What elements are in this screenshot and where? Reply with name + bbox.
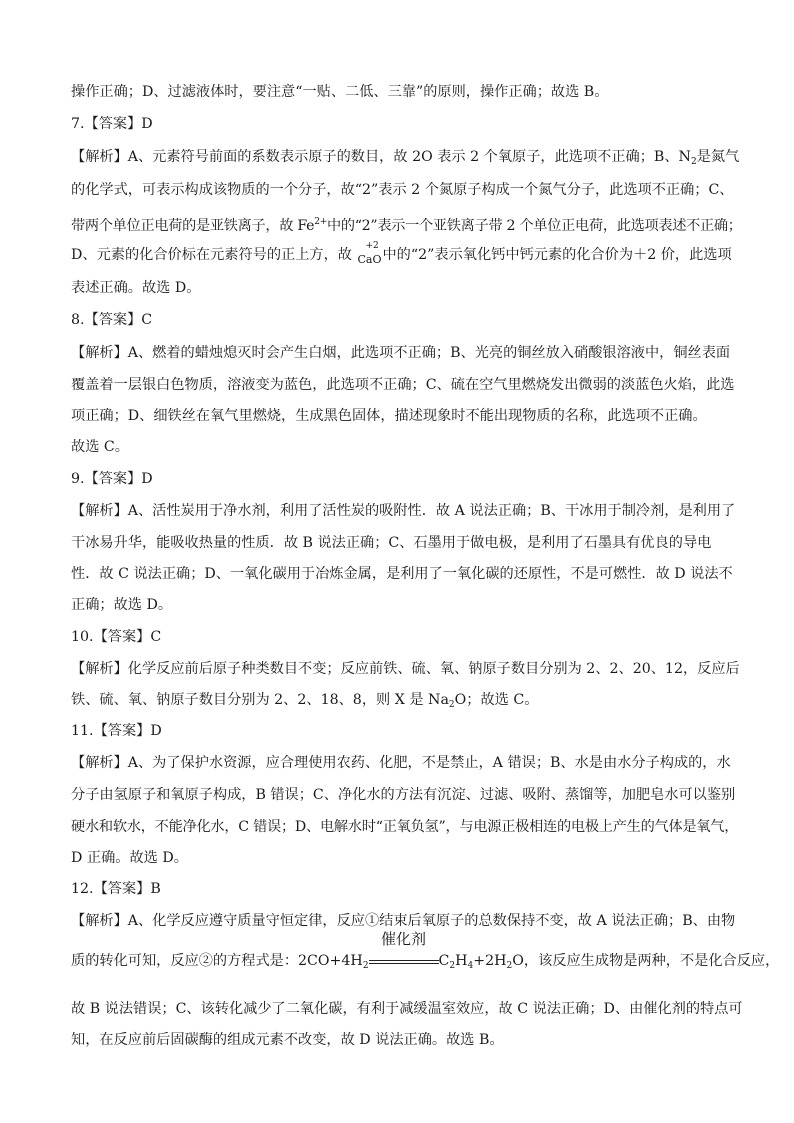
text-line: [71, 753, 731, 773]
text-line: [71, 437, 726, 457]
text: 【解析】A、化学反应遵守质量守恒定律，反应①结束后氧原子的总数保持不变，故 A 说法正确；B、由物: [71, 913, 736, 929]
text: 是氮气: [696, 149, 740, 165]
answer-heading-12: [71, 879, 726, 899]
text: 【解析】化学反应前后原子种类数目不变；反应前铁、硫、氧、钠原子数目分别为 2、2、20、12，反应后: [71, 661, 740, 677]
superscript: 2+: [314, 217, 327, 227]
text: 中的“2”表示一个亚铁离子带 2 个单位正电荷，此选项表述不正确；: [326, 218, 742, 234]
text-line: [71, 1030, 726, 1050]
text-line: [71, 241, 732, 270]
text-line: [71, 533, 726, 553]
answer-heading-8: [71, 310, 726, 330]
text: O，该反应生成物是两种，不是化合反应，: [512, 953, 780, 969]
text: 正确；故选 D。: [71, 597, 173, 613]
text: 知，在反应前后固碳酶的组成元素不改变，故 D 说法正确。故选 B。: [71, 1032, 504, 1048]
text: 10.【答案】C: [71, 629, 162, 645]
text-line: [71, 343, 731, 363]
text-line: [71, 659, 740, 679]
answer-heading-11: [71, 721, 726, 741]
text: D 正确。故选 D。: [71, 850, 188, 866]
text: 11.【答案】D: [71, 723, 162, 739]
text-line: [71, 848, 726, 868]
double-line: [369, 960, 439, 964]
text: 分子由氢原子和氧原子构成，B 错误；C、净化水的方法有沉淀、过滤、吸附、蒸馏等，加肥皂水可以鉴别: [71, 787, 736, 803]
text-line: [71, 406, 726, 426]
text: 的化学式，可表示构成该物质的一个分子，故“2”表示 2 个氮原子构成一个氮气分子，此选项不正确；C、: [71, 182, 734, 198]
subscript: 2: [362, 961, 369, 971]
text-line: [71, 911, 736, 931]
text-line: [71, 785, 736, 805]
text: C: [438, 953, 450, 969]
answer-heading-9: [71, 469, 726, 489]
text-line: [71, 147, 740, 172]
text: 12.【答案】B: [71, 881, 161, 897]
text: 中的“2”表示氧化钙中钙元素的化合价为＋2 价，此选项: [382, 247, 732, 263]
answer-heading-7: [71, 114, 726, 134]
text: 故 B 说法错误；C、该转化减少了二氧化碳，有利于减缓温室效应，故 C 说法正确；D、由催化剂的特点可: [71, 1001, 743, 1017]
text: 覆盖着一层银白色物质，溶液变为蓝色，此选项不正确；C、硫在空气里燃烧发出微弱的淡蓝色火焰，此选: [71, 377, 735, 393]
text-line: [71, 278, 726, 298]
text-line: [71, 817, 739, 837]
text: 【解析】A、为了保护水资源，应合理使用农药、化肥，不是禁止，A 错误；B、水是由水分子构成的，水: [71, 755, 731, 771]
text-line: [71, 375, 735, 395]
text-line: [71, 999, 743, 1019]
equation-line: [71, 930, 780, 976]
text-line: [71, 595, 726, 615]
text: O；故选 C。: [454, 692, 539, 708]
valence-notation: [356, 241, 382, 270]
valence-mark: +2: [365, 241, 379, 251]
text: 7.【答案】D: [71, 116, 153, 132]
formula: CaO: [357, 253, 382, 266]
catalyst-label: 催化剂: [381, 930, 427, 948]
text: 【解析】A、活性炭用于净水剂，利用了活性炭的吸附性．故 A 说法正确；B、干冰用于制冷剂，是利用了: [71, 503, 736, 519]
text: 【解析】A、燃着的蜡烛熄灭时会产生白烟，此选项不正确；B、光亮的铜丝放入硝酸银溶液中，铜丝表面: [71, 345, 731, 361]
text-line: [71, 212, 742, 236]
subscript: 2: [690, 157, 697, 167]
text-line: [71, 690, 726, 715]
subscript: 2: [449, 961, 456, 971]
subscript: 4: [467, 961, 474, 971]
text: H: [455, 953, 468, 969]
text: 操作正确；D、过滤液体时，要注意“一贴、二低、三靠”的原则，操作正确；故选 B。: [71, 84, 609, 100]
text-line: [71, 501, 736, 521]
reaction-arrow: [369, 930, 439, 971]
text-line: [71, 180, 734, 200]
text: 性．故 C 说法正确；D、一氧化碳用于冶炼金属，是利用了一氧化碳的还原性，不是可燃性．故 D 说法不: [71, 566, 733, 582]
text: 表述正确。故选 D。: [71, 280, 201, 296]
text-line: [71, 82, 726, 102]
subscript: 2: [506, 961, 513, 971]
text: 铁、硫、氧、钠原子数目分别为 2、2、18、8，则 X 是 Na: [71, 692, 449, 708]
text: D、元素的化合价标在元素符号的正上方，故: [71, 247, 352, 263]
text: 9.【答案】D: [71, 471, 153, 487]
text: 【解析】A、元素符号前面的系数表示原子的数目，故 2O 表示 2 个氧原子，此选项不正确；B、N: [71, 149, 691, 165]
text-line: [71, 564, 733, 584]
text: 干冰易升华，能吸收热量的性质．故 B 说法正确；C、石墨用于做电极，是利用了石墨具有优良的导电: [71, 535, 712, 551]
text: 项正确；D、细铁丝在氧气里燃烧，生成黑色固体，描述现象时不能出现物质的名称，此选项不正确。: [71, 408, 707, 424]
text: +2H: [473, 953, 507, 969]
text: 硬水和软水，不能净化水，C 错误；D、电解水时“正氧负氢”，与电源正极相连的电极上产生的气体是氧气，: [71, 819, 739, 835]
answer-heading-10: [71, 627, 726, 647]
text: 故选 C。: [71, 439, 129, 455]
text: 质的转化可知，反应②的方程式是：2CO+4H: [71, 953, 363, 969]
subscript: 2: [448, 700, 455, 710]
text: 带两个单位正电荷的是亚铁离子，故 Fe: [71, 218, 315, 234]
text: 8.【答案】C: [71, 312, 153, 328]
